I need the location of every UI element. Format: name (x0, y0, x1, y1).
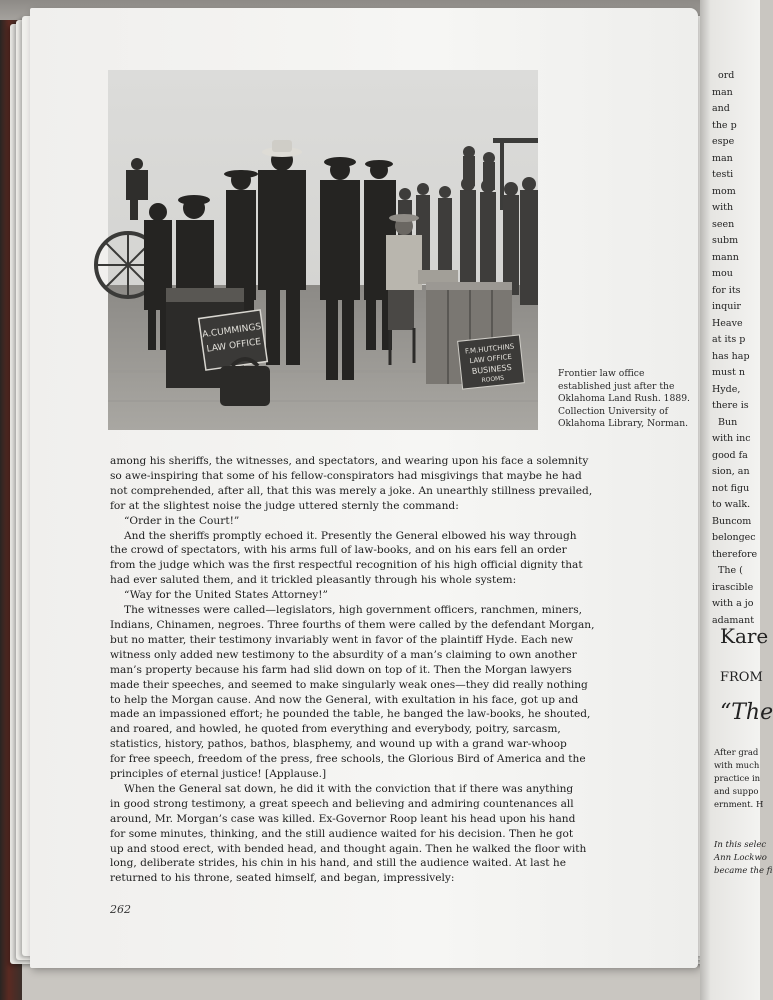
right-page-italic-line: Ann Lockwo (714, 853, 767, 863)
right-page-heading-title: “The (720, 700, 773, 725)
right-page-italic-line: became the fi (714, 866, 773, 876)
body-line: up and stood erect, with bended head, and thought again. Then he walked the floor with (110, 842, 587, 855)
body-line: When the General sat down, he did it with the conviction that if there was anything (124, 782, 574, 795)
right-page-line: for its (712, 284, 741, 296)
right-page-line: Heave (712, 317, 743, 329)
sign-right-line3: BUSINESS (471, 362, 513, 377)
body-text (110, 454, 595, 886)
body-line: And the sheriffs promptly echoed it. Presently the General elbowed his way through (124, 529, 577, 542)
historical-photo (108, 70, 538, 430)
right-page-line: must n (712, 367, 745, 378)
right-page-intro-line: ernment. H (714, 800, 764, 810)
body-line: long, deliberate strides, his chin in his hand, and still the audience waited. At last he (110, 857, 567, 870)
right-page-intro-line: practice in (714, 774, 761, 784)
body-line: so awe-inspiring that some of his fellow-conspirators had misgivings that maybe he had (110, 469, 582, 482)
right-page-line: good fa (712, 449, 748, 461)
body-line: made their speeches, and seemed to make singularly weak ones—they did really nothing (110, 678, 588, 691)
right-page-line: testi (712, 169, 734, 180)
right-page-line: and (712, 103, 730, 114)
right-page-intro-line: and suppo (714, 787, 759, 797)
right-page-heading-from: FROM (720, 670, 763, 685)
body-line: but no matter, their testimony invariably went in favor of the plaintiff Hyde. Each new (110, 633, 574, 646)
caption-line: Collection University of (558, 405, 669, 417)
right-page-line: therefore (712, 548, 758, 560)
right-page-line: with a jo (712, 598, 754, 609)
right-page-line: Hyde, (712, 383, 741, 395)
body-line: witness only added new testimony to the absurdity of a man’s claiming to own another (110, 648, 577, 661)
caption-line: Frontier law office (558, 368, 645, 379)
right-page-line: to walk. (712, 499, 751, 510)
caption-line: Oklahoma Land Rush. 1889. (558, 393, 690, 404)
right-page-line: man (712, 86, 733, 98)
sign-left-line2: LAW OFFICE (206, 337, 262, 355)
right-page-line: not figu (712, 482, 750, 494)
right-page-line: seen (712, 218, 735, 230)
right-page-line: at its p (712, 334, 746, 345)
right-page-line: subm (712, 235, 739, 246)
body-line: made an impassioned effort; he pounded the table, he banged the law-books, he shouted, (110, 708, 591, 721)
sign-left-line1: A.CUMMINGS (201, 322, 262, 341)
body-line: not comprehended, after all, that this was merely a joke. An unearthly stillness prevailed, (110, 484, 593, 497)
body-line: to help the Morgan cause. And now the General, with exultation in his face, got up and (110, 693, 579, 706)
body-line: among his sheriffs, the witnesses, and spectators, and wearing upon his face a solemnity (110, 455, 589, 467)
right-page-line: the p (712, 119, 737, 131)
right-page-line: mou (712, 268, 733, 279)
right-page-line: ord (718, 70, 735, 81)
right-page-line: irascible (712, 581, 754, 593)
sign-right-line4: ROOMS (481, 374, 505, 385)
body-line: in good strong testimony, a great speech and believing and admiring countenances all (110, 797, 574, 810)
right-page-line: The ( (718, 565, 743, 576)
caption-line: established just after the (558, 380, 675, 392)
body-line: returned to his throne, seated himself, and began, impressively: (110, 872, 455, 885)
body-line: “Order in the Court!” (124, 514, 240, 527)
body-line: the crowd of spectators, with his arms full of law-books, and on his ears fell an order (110, 544, 567, 557)
right-page-italic-line: In this selec (714, 840, 767, 850)
body-line: for free speech, freedom of the press, free schools, the Glorious Bird of America and the (110, 753, 586, 766)
sign-right-line1: F.M.HUTCHINS (464, 342, 515, 356)
left-page (30, 8, 698, 968)
body-line: around, Mr. Morgan’s case was killed. Ex-Governor Roop leant his head upon his hand (110, 812, 576, 825)
body-line: Indians, Chinamen, negroes. Three fourths of them were called by the defendant Morgan, (110, 618, 595, 631)
right-page-line: espe (712, 136, 735, 147)
right-page-line: belongec (712, 532, 756, 543)
body-line: and roared, and howled, he quoted from everything and everybody, poitry, sarcasm, (110, 723, 561, 736)
page-number: 262 (110, 903, 131, 916)
right-page-line: mann (712, 251, 739, 263)
right-page-line: man (712, 152, 733, 164)
caption-line: Oklahoma Library, Norman. (558, 418, 689, 429)
right-page-line: with (712, 202, 734, 213)
body-line: The witnesses were called—legislators, high government officers, ranchmen, miners, (124, 604, 583, 617)
right-page-line: adamant (712, 614, 755, 626)
right-page-line: mom (712, 185, 736, 197)
sign-right-line2: LAW OFFICE (469, 352, 513, 366)
right-page-line: has hap (712, 350, 750, 362)
body-line: principles of eternal justice! [Applause.] (110, 768, 327, 781)
right-page-line: Buncom (712, 515, 752, 527)
body-line: “Way for the United States Attorney!” (124, 589, 328, 602)
body-line: statistics, history, pathos, bathos, blasphemy, and wound up with a grand war-whoop (110, 738, 567, 751)
body-line: from the judge which was the first respectful recognition of his high official dignity that (110, 559, 583, 572)
body-line: for at the slightest noise the judge uttered sternly the command: (110, 499, 459, 512)
right-page-line: sion, an (712, 466, 750, 477)
right-page-line: with inc (712, 433, 751, 444)
body-line: for some minutes, thinking, and the still audience waited for his decision. Then he got (110, 827, 574, 840)
right-page-intro-line: After grad (714, 748, 759, 758)
right-page-intro-line: with much (714, 761, 760, 771)
photo-caption (558, 368, 698, 431)
right-page-heading-name: Kare (720, 624, 769, 648)
right-page-edge (700, 0, 773, 1000)
body-line: man’s property because his farm had slid down on top of it. Then the Morgan lawyers (110, 663, 572, 676)
right-page-line: Bun (718, 416, 738, 428)
body-line: had ever saluted them, and it trickled pleasantly through his whole system: (110, 574, 517, 587)
right-page-line: inquir (712, 301, 741, 312)
right-page-line: there is (712, 400, 749, 411)
